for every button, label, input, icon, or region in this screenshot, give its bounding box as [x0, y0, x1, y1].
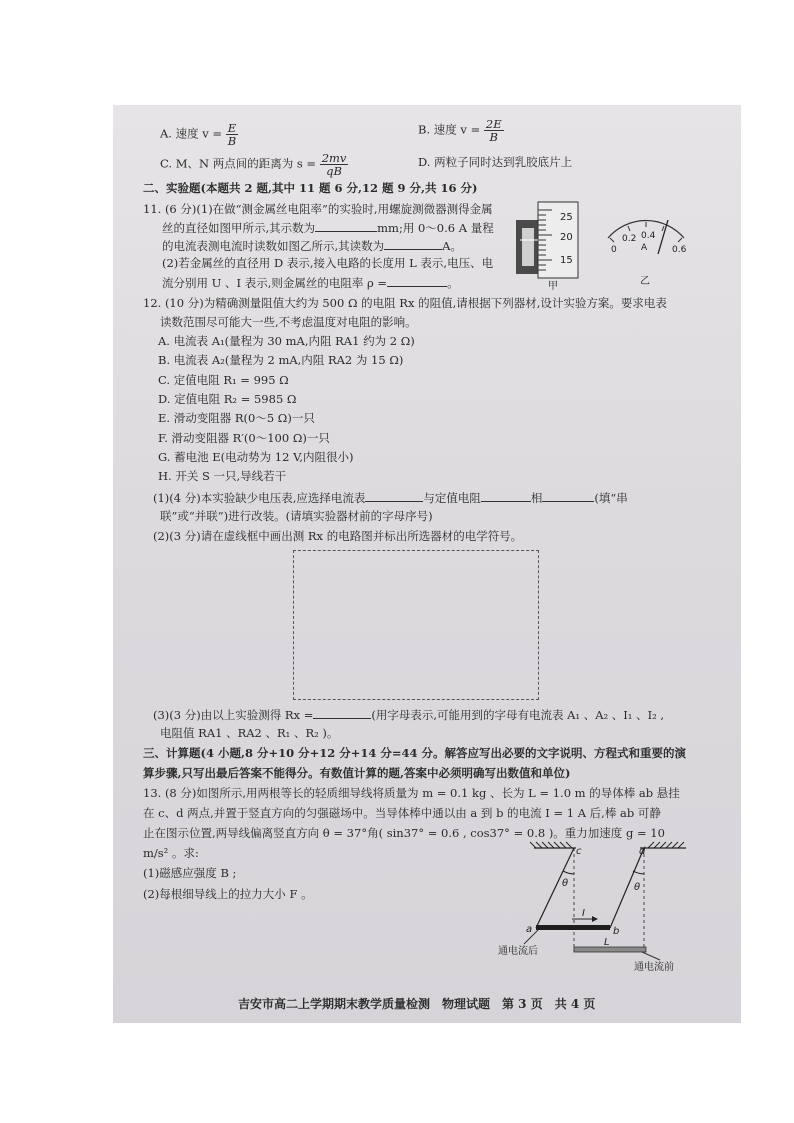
q12-text: 相	[530, 491, 543, 505]
frac-den: qB	[326, 164, 342, 178]
conductor-rod-figure	[494, 840, 694, 972]
micrometer-tick-label: 25	[560, 212, 573, 223]
meter-tick-label: 0.2	[622, 234, 637, 244]
option-a	[160, 122, 238, 147]
point-b-label: b	[613, 926, 620, 937]
point-a-label: a	[526, 924, 533, 935]
figure-label-jia: 甲	[548, 281, 558, 292]
frac-den: B	[227, 134, 237, 148]
meter-tick-label: 0.6	[672, 245, 687, 255]
angle-arc	[633, 871, 644, 874]
q12-item: G. 蓄电池 E(电动势为 12 V,内阻很小)	[158, 450, 354, 464]
q13-sub2: (2)每根细导线上的拉力大小 F 。	[143, 887, 313, 901]
q12-text: (3)(3 分)由以上实验测得 Rx =	[153, 708, 314, 722]
q12-line2: 读数范围尽可能大一些,不考虑温度对电阻的影响。	[160, 315, 417, 329]
answer-blank[interactable]	[481, 490, 531, 502]
option-b	[418, 118, 504, 143]
option-a-text: A. 速度 v =	[160, 126, 223, 141]
q13-line3: 止在图示位置,两导线偏离竖直方向 θ = 37°角( sin37° = 0.6 , cos37° = 0.8 )。重力加速度 g = 10	[143, 826, 665, 840]
length-label: L	[604, 937, 610, 948]
q12-text: (1)(4 分)本实验缺少电压表,应选择电流表	[153, 491, 366, 505]
answer-blank[interactable]	[387, 275, 447, 287]
q11-text: 丝的直径如图甲所示,其示数为	[162, 221, 316, 235]
q12-text: (用字母表示,可能用到的字母有电流表 A₁ 、A₂ 、I₁ 、I₂ ,	[371, 708, 665, 722]
point-c-label: c	[576, 846, 582, 857]
answer-blank[interactable]	[384, 238, 442, 250]
meter-tick-label: 0.4	[641, 231, 656, 241]
micrometer-figure	[512, 200, 582, 292]
q13-line2: 在 c、d 两点,并置于竖直方向的匀强磁场中。当导体棒中通以由 a 到 b 的电流 I = 1 A 后,棒 ab 可静	[143, 806, 661, 820]
section2-title: 二、实验题(本题共 2 题,其中 11 题 6 分,12 题 9 分,共 16 分)	[143, 181, 478, 195]
q12-item: D. 定值电阻 R₂ = 5985 Ω	[158, 392, 297, 406]
q12-text: (填“串	[594, 491, 628, 505]
answer-blank[interactable]	[313, 707, 371, 719]
q13-line1: 13. (8 分)如图所示,用两根等长的轻质细导线将质量为 m = 0.1 kg 、长为 L = 1.0 m 的导体棒 ab 悬挂	[143, 786, 680, 800]
q11-line4: (2)若金属丝的直径用 D 表示,接入电路的长度用 L 表示,电压、电	[162, 256, 494, 270]
meter-needle	[658, 220, 668, 254]
q12-part3	[153, 707, 664, 722]
frac-num: 2E	[485, 117, 502, 131]
q13-line4: m/s² 。求:	[143, 846, 199, 860]
frac-den: B	[489, 130, 498, 144]
q12-item: C. 定值电阻 R₁ = 995 Ω	[158, 373, 289, 387]
q12-text: 与定值电阻	[423, 491, 481, 505]
figure-label-yi: 乙	[640, 276, 650, 287]
q12-item: F. 滑动变阻器 R′(0～100 Ω)一只	[158, 431, 330, 445]
q12-line1: 12. (10 分)为精确测量阻值大约为 500 Ω 的电阻 Rx 的阻值,请根据下列器材,设计实验方案。要求电表	[143, 296, 667, 310]
rod-before	[574, 947, 646, 952]
q11-line3	[162, 238, 462, 253]
answer-blank[interactable]	[315, 220, 377, 232]
q12-part1-cont: 联”或“并联”)进行改装。(请填实验器材前的字母序号)	[160, 509, 433, 523]
q11-text: 流分别用 U 、I 表示,则金属丝的电阻率 ρ =	[162, 276, 388, 290]
micrometer-tick-label: 15	[560, 255, 573, 266]
label-after-current: 通电流后	[498, 946, 538, 957]
answer-blank[interactable]	[365, 490, 423, 502]
answer-blank[interactable]	[542, 490, 594, 502]
micrometer-tick-label: 20	[560, 232, 573, 243]
meter-unit: A	[641, 243, 648, 253]
q12-item: B. 电流表 A₂(量程为 2 mA,内阻 RA2 为 15 Ω)	[158, 353, 404, 367]
frac-num: E	[226, 122, 238, 135]
label-before-current: 通电流前	[634, 962, 674, 972]
meter-tick-label: 0	[611, 245, 617, 255]
option-d: D. 两粒子同时达到乳胶底片上	[418, 155, 573, 169]
section3-title: 三、计算题(4 小题,8 分+10 分+12 分+14 分=44 分。解答应写出必要的文字说明、方程式和重要的演	[143, 746, 687, 760]
q12-item: H. 开关 S 一只,导线若干	[158, 469, 287, 483]
q12-part1	[153, 490, 628, 505]
circuit-drawing-box[interactable]	[293, 550, 539, 700]
theta-label: θ	[562, 878, 569, 889]
q12-part3-cont: 电阻值 RA1 、RA2 、R₁ 、R₂ )。	[160, 726, 339, 740]
option-c-text: C. M、N 两点间的距离为 s =	[160, 156, 317, 171]
q11-line5	[162, 275, 459, 290]
option-a-fraction	[226, 122, 238, 147]
current-label: I	[582, 908, 585, 919]
option-b-text: B. 速度 v =	[418, 122, 481, 137]
q12-part2: (2)(3 分)请在虚线框中画出测 Rx 的电路图并标出所选器材的电学符号。	[153, 529, 523, 543]
rod-after	[536, 925, 610, 930]
frac-num: 2mv	[321, 151, 347, 165]
q11-text: A。	[442, 239, 462, 253]
point-d-label: d	[639, 846, 646, 857]
option-b-fraction	[484, 118, 504, 143]
leader-line	[642, 952, 660, 960]
q11-line1: 11. (6 分)(1)在做“测金属丝电阻率”的实验时,用螺旋测微器测得金属	[143, 202, 493, 216]
page-footer: 吉安市高二上学期期末教学质量检测 物理试题 第 3 页 共 4 页	[238, 997, 596, 1011]
micrometer-sleeve	[522, 228, 534, 266]
q13-sub1: (1)磁感应强度 B ;	[143, 866, 237, 880]
q11-line2	[162, 220, 494, 235]
option-c	[160, 152, 348, 177]
q12-item: E. 滑动变阻器 R(0～5 Ω)一只	[158, 411, 315, 425]
theta-label: θ	[634, 882, 641, 893]
section3-title-cont: 算步骤,只写出最后答案不能得分。有数值计算的题,答案中必须明确写出数值和单位)	[143, 766, 571, 780]
wire-c	[536, 848, 574, 928]
angle-arc	[563, 871, 574, 874]
ammeter-figure	[600, 214, 696, 288]
q11-text: mm;用 0～0.6 A 量程	[377, 221, 494, 235]
option-c-fraction	[320, 152, 349, 177]
q11-text: 。	[447, 276, 459, 290]
q12-item: A. 电流表 A₁(量程为 30 mA,内阻 RA1 约为 2 Ω)	[158, 334, 415, 348]
q11-text: 的电流表测电流时读数如图乙所示,其读数为	[162, 239, 385, 253]
